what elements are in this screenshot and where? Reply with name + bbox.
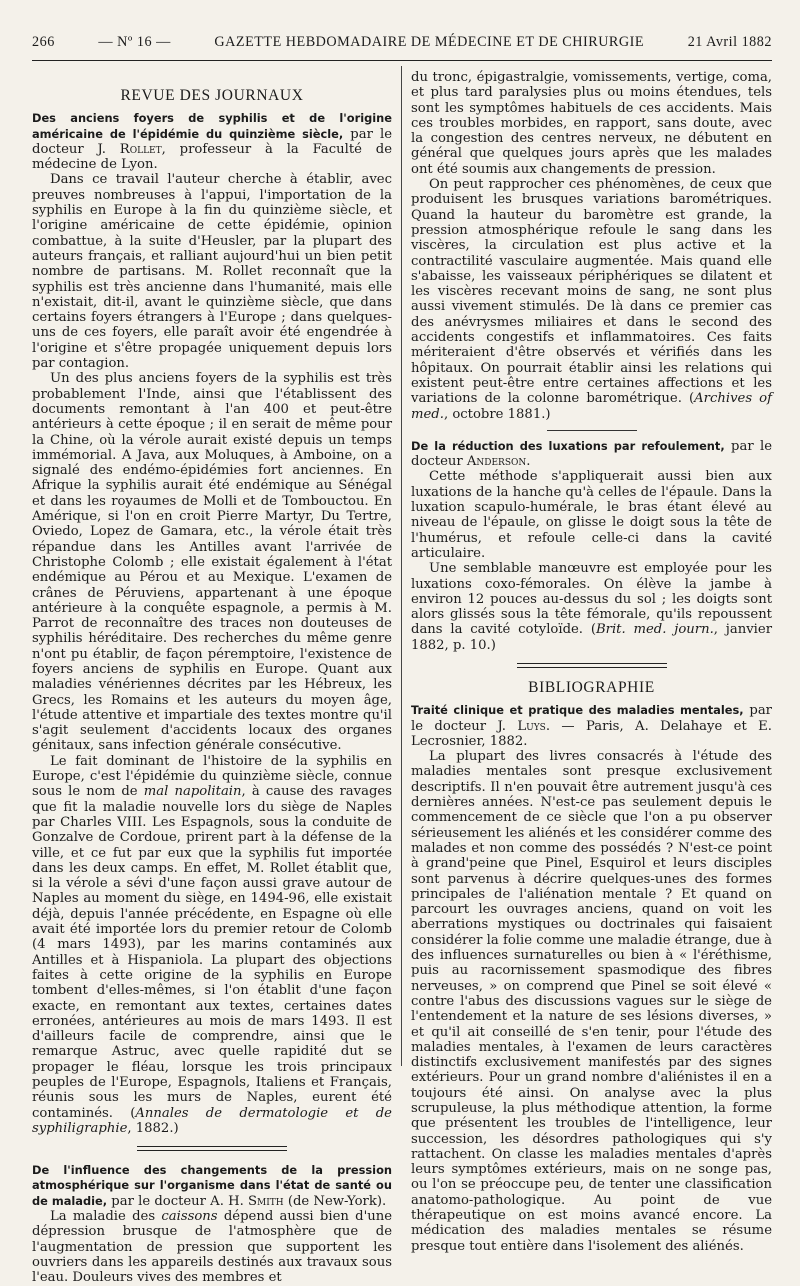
article-heading-syphilis	[32, 111, 392, 172]
paragraph: La plupart des livres consacrés à l'étude des maladies mentales sont presque exclusivement descriptifs. Il n'en pouvait être autrement jusqu'à ces dernières années. N'est-ce pas seulement depuis le commencement de ce siècle que l'on a pu observer sérieusement les aliénés et les considérer comme des malades et non comme des possédés ? N'est-ce point à grand'peine que Pinel, Esquirol et leurs disciples sont parvenus à décrire quelques-unes des formes principales de l'aliénation mentale ? Et quand on parcourt les ouvrages anciens, quand on voit les aberrations mystiques ou doctrinales qui faisaient considérer la folie comme une maladie étrange, due à des influences surnaturelles ou bien à « l'éréthisme, puis au racornissement spasmodique des fibres nerveuses, » on comprend que Pinel se soit élevé « contre l'abus des discussions vagues sur le siège de l'entendement et la nature de ses lésions diverses, » et qu'il ait conseillé de s'en tenir, pour l'étude des maladies mentales, à l'examen de leurs caractères distinctifs exclusivement manifestés par des signes extérieurs. Pour un grand nombre d'aliénistes il en a toujours été ainsi. On analyse avec la plus scrupuleuse, la plus méthodique attention, la forme que présentent les troubles de l'intelligence, leur succession, les désordres pathologiques qui s'y rattachent. On classe les maladies mentales d'après leurs symptômes extérieurs, mais on ne songe pas, ou l'on se préoccupe peu, de tenter une classification anatomo-pathologique. Au point de vue thérapeutique on est moins avancé encore. La médication des maladies mentales se résume presque tout entière dans l'isolement des aliénés.	[411, 749, 772, 1254]
italic-term: caissons	[161, 1209, 218, 1225]
section-title-revue: REVUE DES JOURNAUX	[120, 87, 304, 104]
page-number: 266	[32, 34, 55, 50]
paragraph: Dans ce travail l'auteur cherche à établir, avec preuves nombreuses à l'appui, l'importation de la syphilis en Europe à la fin du quinzième siècle, et l'origine américaine de cette épidémie, opinion combattue, à la suite d'Heusler, par la plupart des auteurs français, et ralliant aujourd'hui un bien petit nombre de partisans. M. Rollet reconnaît que la syphilis est très ancienne dans l'humanité, mais elle n'existait, dit-il, avant le quinzième siècle, que dans certains foyers étrangers à l'Europe ; dans quelques-uns de ces foyers, elle paraît avoir été engendrée à l'origine et s'être propagée uniquement depuis lors par contagion.	[32, 172, 392, 372]
issue-number: — Nº 16 —	[98, 34, 171, 50]
page-header	[32, 34, 772, 54]
article-title: De l'influence des changements de la pression atmosphérique sur l'organisme dans l'état de santé ou de maladie,	[32, 1163, 392, 1208]
paragraph: Cette méthode s'appliquerait aussi bien aux luxations de la hanche qu'à celles de l'épaule. Dans la luxation scapulo-humérale, le bras étant élevé au niveau de l'épaule, on glisse le doigt sous la tête de l'humérus, et refoule celle-ci dans la cavité articulaire.	[411, 469, 772, 561]
author-name: Smith	[247, 1193, 284, 1209]
citation: Brit. med. journ.	[595, 622, 714, 638]
text-run: Le fait dominant de l'histoire de la syphilis en Europe, c'est l'épidémie du quinzième siècle, connue sous le nom de	[32, 753, 392, 800]
book-heading	[411, 703, 772, 749]
article-heading-pression	[32, 1163, 392, 1209]
paragraph	[32, 1209, 392, 1285]
byline-rest: .	[526, 454, 531, 470]
text-run: , à cause des ravages que fit la maladie nouvelle lors du siège de Naples par Charles VIII. Les Espagnols, sous la conduite de Gonzalve de Cordoue, prirent part à la défense de la ville, et ce fut par eux que la syphilis fut importée dans les deux camps. En effet, M. Rollet établit que, si la vérole a sévi d'une façon aussi grave autour de Naples au moment du siège, en 1494-96, elle existait déjà, depuis l'année précédente, en Espagne où elle avait été importée lors du premier retour de Colomb (4 mars 1493), par les marins contaminés aux Antilles et à Hispaniola. La plupart des objections faites à cette origine de la syphilis en Europe tombent d'elles-mêmes, si l'on établit d'une façon exacte, en remontant aux textes, certaines dates erronées, antérieures au mois de mars 1493. Il est d'ailleurs facile de comprendre, ainsi que le remarque Astruc, avec quelle rapidité dut se propager le fléau, lorsque les trois principaux peuples de l'Europe, Espagnols, Italiens et Français, réunis sous les murs de Naples, eurent été contaminés. (	[32, 784, 392, 1121]
article-separator	[547, 430, 637, 431]
byline: par le docteur	[411, 438, 773, 470]
article-title: De la réduction des luxations par refoulement,	[411, 438, 725, 453]
byline: par le docteur J.	[411, 703, 772, 734]
author-name: Rollet	[119, 141, 162, 157]
byline: par le docteur J.	[32, 126, 392, 157]
paragraph: Un des plus anciens foyers de la syphilis est très probablement l'Inde, ainsi que l'établissent des documents remontant à l'an 400 et peut-être antérieurs à cette époque ; il en serait de même pour la Chine, où la vérole aurait existé depuis un temps immémorial. A Java, aux Moluques, à Amboine, on a signalé des endémo-épidémies fort anciennes. En Afrique la syphilis aurait été endémique au Sénégal et dans les royaumes de Molli et de Tombouctou. En Amérique, si l'on en croit Pierre Martyr, Du Tertre, Oviedo, Lopez de Gamara, etc., la vérole était très répandue dans les Antilles avant l'arrivée de Christophe Colomb ; elle existait également à l'état endémique au Pérou et au Mexique. L'examen de crânes de Péruviens, appartenant à une époque antérieure à la conquête espagnole, a permis à M. Parrot de reconnaître des traces non douteuses de syphilis héréditaire. Des recherches du même genre n'ont pu établir, de façon péremptoire, l'existence de foyers anciens de syphilis en Europe. Quant aux maladies vénériennes décrites par les Hébreux, les Grecs, les Romains et les auteurs du moyen âge, l'étude attentive et impartiale des textes montre qu'il s'agit seulement d'accidents locaux des organes génitaux, sans infection générale consécutive.	[32, 371, 392, 754]
paragraph	[411, 177, 772, 422]
column-divider	[401, 66, 402, 1066]
byline-rest: . — Paris, A. Delahaye et E. Lecrosnier, 1882.	[411, 718, 772, 749]
book-title: Traité clinique et pratique des maladies mentales,	[411, 703, 744, 718]
text-run: On peut rapprocher ces phénomènes, de ceux que produisent les brusques variations barométriques. Quand la hauteur du baromètre est grande, la pression atmosphérique refoule le sang dans les viscères, la circulation est plus active et la contractilité vasculaire augmentée. Mais quand elle s'abaisse, les vaisseaux périphériques se dilatent et les viscères recevant moins de sang, ne sont plus aussi vivement stimulés. De là dans ce premier cas des anévrysmes miliaires et dans le second des accidents congestifs et inflammatoires. Ces faits mériteraient d'être observés et vérifiés dans les hôpitaux. On pourrait établir ainsi les relations qui existent peut-être entre certaines affections et les variations de la colonne barométrique. (	[411, 177, 772, 407]
text-run: La maladie des	[50, 1209, 162, 1225]
byline: par le docteur A. H.	[107, 1193, 248, 1209]
byline-rest: (de New-York).	[283, 1193, 387, 1209]
article-title: Des anciens foyers de syphilis et de l'origine américaine de l'épidémie du quinzième siècle,	[32, 111, 392, 141]
author-name: Luys	[517, 718, 546, 734]
right-column	[411, 70, 772, 1254]
italic-term: mal napolitain	[143, 784, 242, 800]
article-heading-luxations	[411, 439, 772, 470]
paragraph	[32, 754, 392, 1136]
left-column	[32, 72, 392, 1286]
header-rule	[32, 60, 772, 61]
text-run: , janvier 1882, p. 10.)	[411, 622, 772, 653]
section-separator	[517, 663, 667, 668]
paragraph-continued: du tronc, épigastralgie, vomissements, vertige, coma, et plus tard paralysies plus ou moins étendues, tels sont les symptômes habituels de ces accidents. Mais ces troubles morbides, en rapport, sans doute, avec la congestion des centres nerveux, ne débutent en général que quelques jours après que les malades ont été soumis aux changements de pression.	[411, 70, 772, 177]
byline-rest: , professeur à la Faculté de médecine de Lyon.	[32, 141, 392, 173]
citation: Archives of med.	[411, 391, 772, 422]
text-run: Une semblable manœuvre est employée pour les luxations coxo-fémorales. On élève la jambe à environ 12 pouces au-dessus du sol ; les doigts sont alors glissés sous la tête fémorale, qu'ils repoussent dans la cavité cotyloïde. (	[411, 561, 772, 638]
text-run: dépend aussi bien d'une dépression brusque de l'atmosphère que de l'augmentation de pression que supportent les ouvriers dans les appareils destinés aux travaux sous l'eau. Douleurs vives des membres et	[32, 1209, 392, 1286]
author-name: Anderson	[466, 454, 527, 470]
text-run: , 1882.)	[127, 1120, 179, 1136]
journal-title: GAZETTE HEBDOMADAIRE DE MÉDECINE ET DE CHIRURGIE	[214, 34, 645, 50]
paragraph	[411, 561, 772, 653]
issue-date: 21 Avril 1882	[687, 34, 772, 50]
text-run: , octobre 1881.)	[443, 406, 551, 422]
section-title-bibliographie: BIBLIOGRAPHIE	[528, 678, 655, 696]
citation: Annales de dermatologie et de syphiligraphie	[32, 1105, 392, 1136]
article-separator	[137, 1146, 287, 1151]
